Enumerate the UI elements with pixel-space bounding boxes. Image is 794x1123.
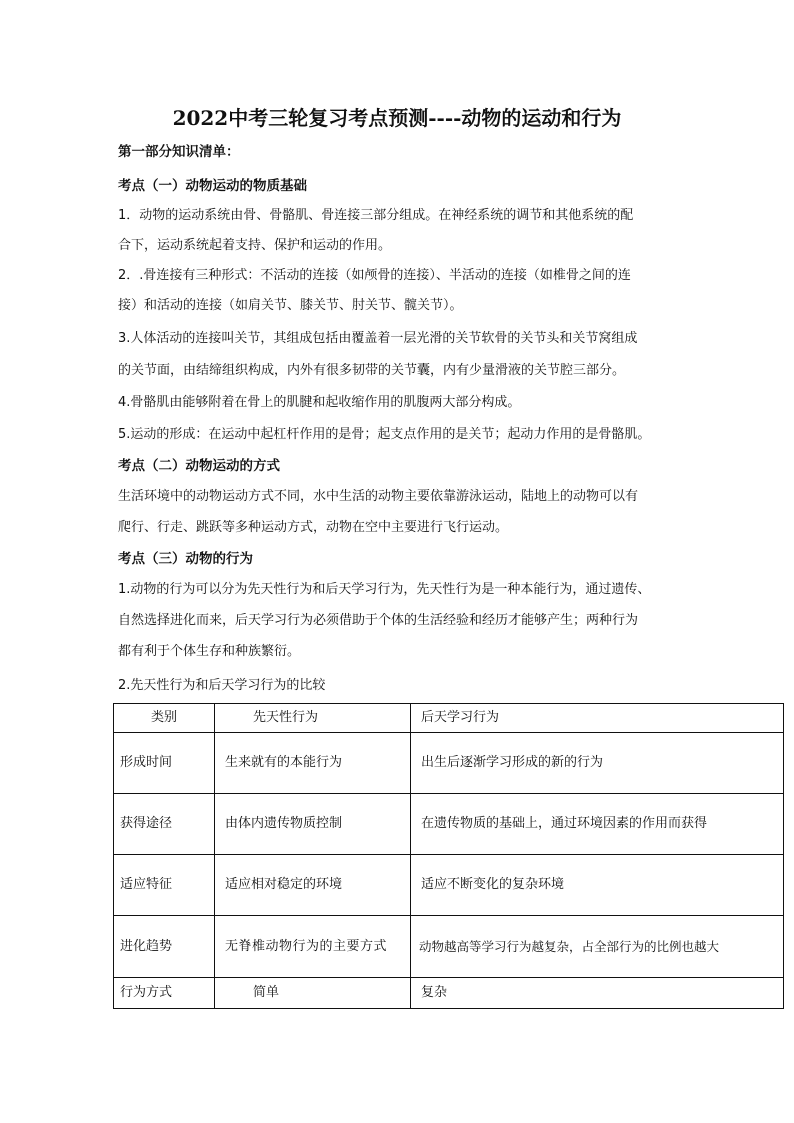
comparison-table xyxy=(113,703,784,1009)
section-heading: 第一部分知识清单： xyxy=(118,144,240,160)
table-header-row xyxy=(114,704,784,733)
table-row xyxy=(114,916,784,978)
table-cell: 形成时间 xyxy=(114,733,215,794)
table-cell: 适应特征 xyxy=(114,855,215,916)
paragraph-line: 3.人体活动的连接叫关节，其组成包括由覆盖着一层光滑的关节软骨的关节头和关节窝组成 xyxy=(118,331,638,346)
topic-heading-3: 考点（三）动物的行为 xyxy=(118,551,253,567)
table-header-cell: 先天性行为 xyxy=(215,704,411,733)
topic-heading-1: 考点（一）动物运动的物质基础 xyxy=(118,178,307,194)
paragraph-line: 的关节面，由结缔组织构成，内外有很多韧带的关节囊，内有少量滑液的关节腔三部分。 xyxy=(118,363,626,378)
table-cell: 适应不断变化的复杂环境 xyxy=(411,855,784,916)
paragraph-line: 生活环境中的动物运动方式不同，水中生活的动物主要依靠游泳运动，陆地上的动物可以有 xyxy=(118,489,639,504)
table-cell: 适应相对稳定的环境 xyxy=(215,855,411,916)
table-cell: 复杂 xyxy=(411,978,784,1009)
paragraph-line: 5.运动的形成：在运动中起杠杆作用的是骨；起支点作用的是关节；起动力作用的是骨骼肌。 xyxy=(118,427,651,442)
paragraph-line: 接）和活动的连接（如肩关节、膝关节、肘关节、髋关节）。 xyxy=(118,298,463,313)
table-cell: 动物越高等学习行为越复杂，占全部行为的比例也越大 xyxy=(411,916,784,978)
table-cell: 由体内遗传物质控制 xyxy=(215,794,411,855)
paragraph-line: 4.骨骼肌由能够附着在骨上的肌腱和起收缩作用的肌腹两大部分构成。 xyxy=(118,395,521,410)
table-cell: 简单 xyxy=(215,978,411,1009)
table-cell: 获得途径 xyxy=(114,794,215,855)
paragraph-line: 合下，运动系统起着支持、保护和运动的作用。 xyxy=(118,238,392,253)
topic-heading-2: 考点（二）动物运动的方式 xyxy=(118,458,280,474)
paragraph-line: 1.动物的行为可以分为先天性行为和后天学习行为，先天性行为是一种本能行为，通过遗传、 xyxy=(118,582,651,597)
table-cell: 出生后逐渐学习形成的新的行为 xyxy=(411,733,784,794)
table-row xyxy=(114,978,784,1009)
table-header-cell: 后天学习行为 xyxy=(411,704,784,733)
document-title: 2022中考三轮复习考点预测----动物的运动和行为 xyxy=(172,106,622,130)
table-caption: 2.先天性行为和后天学习行为的比较 xyxy=(118,678,326,693)
table-row xyxy=(114,733,784,794)
paragraph-line: 2．.骨连接有三种形式：不活动的连接（如颅骨的连接）、半活动的连接（如椎骨之间的连 xyxy=(118,268,631,283)
table-cell: 进化趋势 xyxy=(114,916,215,978)
table-cell: 无脊椎动物行为的主要方式 xyxy=(215,916,411,978)
table-row xyxy=(114,794,784,855)
table-cell: 生来就有的本能行为 xyxy=(215,733,411,794)
paragraph-line: 都有利于个体生存和种族繁衍。 xyxy=(118,644,301,659)
table-cell: 行为方式 xyxy=(114,978,215,1009)
table-header-cell: 类别 xyxy=(114,704,215,733)
paragraph-line: 自然选择进化而来，后天学习行为必须借助于个体的生活经验和经历才能够产生；两种行为 xyxy=(118,613,639,628)
paragraph-line: 爬行、行走、跳跃等多种运动方式，动物在空中主要进行飞行运动。 xyxy=(118,520,509,535)
paragraph-line: 1．动物的运动系统由骨、骨骼肌、骨连接三部分组成。在神经系统的调节和其他系统的配 xyxy=(118,208,634,223)
table-cell: 在遗传物质的基础上，通过环境因素的作用而获得 xyxy=(411,794,784,855)
table-row xyxy=(114,855,784,916)
